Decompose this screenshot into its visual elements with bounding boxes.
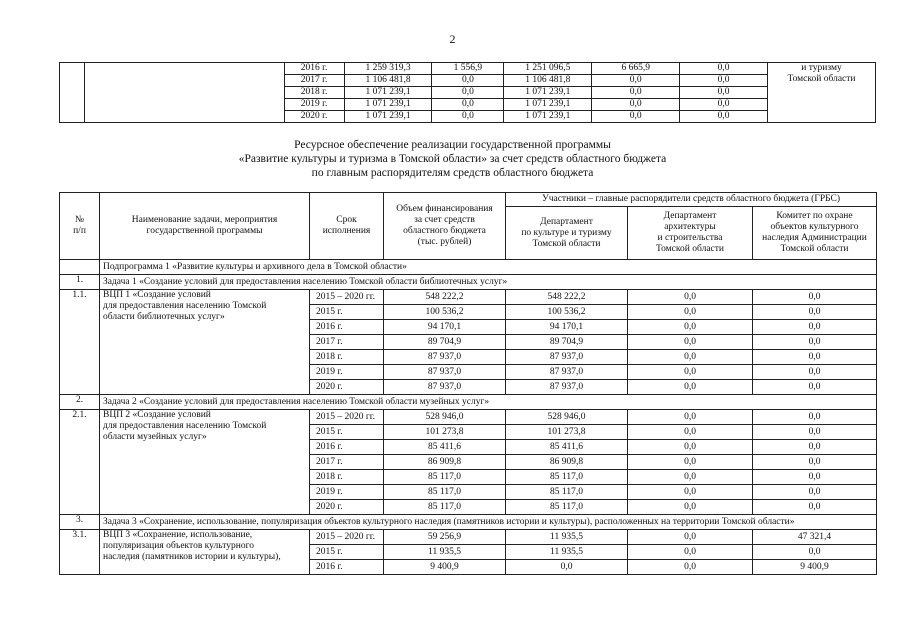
year-cell: 2017 г. [284, 75, 344, 87]
committee-cell: 0,0 [753, 440, 877, 455]
arch-cell: 0,0 [628, 350, 753, 365]
empty-cell [60, 260, 100, 275]
value-cell: 0,0 [592, 75, 680, 87]
culture-cell: 548 222,2 [506, 290, 628, 305]
arch-cell: 0,0 [628, 545, 753, 560]
heading-line-3: по главным распорядителям средств областного бюджета [311, 167, 594, 179]
volume-cell: 101 273,8 [384, 425, 506, 440]
arch-cell: 0,0 [628, 425, 753, 440]
item-num: 1.1. [60, 290, 100, 395]
period-cell: 2016 г. [310, 440, 384, 455]
arch-cell: 0,0 [628, 305, 753, 320]
header-period: Срок исполнения [310, 193, 384, 260]
period-cell: 2016 г. [310, 560, 384, 575]
value-cell: 1 071 239,1 [504, 87, 592, 99]
heading-line-2: «Развитие культуры и туризма в Томской области» за счет средств областного бюджета [238, 153, 667, 165]
arch-cell: 0,0 [628, 530, 753, 545]
header-volume: Объем финансирования за счет средств областного бюджета (тыс. рублей) [384, 193, 506, 260]
total-cell: 1 259 319,3 [344, 63, 432, 75]
task-row [60, 515, 877, 530]
period-cell: 2017 г. [310, 455, 384, 470]
culture-cell: 85 411,6 [506, 440, 628, 455]
value-cell: 0,0 [680, 63, 768, 75]
value-cell: 0,0 [680, 87, 768, 99]
culture-cell: 85 117,0 [506, 470, 628, 485]
volume-cell: 548 222,2 [384, 290, 506, 305]
committee-cell: 0,0 [753, 410, 877, 425]
value-cell: 0,0 [432, 87, 504, 99]
header-participants: Участники – главные распорядители средств областного бюджета (ГРБС) [506, 193, 877, 207]
volume-cell: 9 400,9 [384, 560, 506, 575]
committee-cell: 0,0 [753, 320, 877, 335]
value-cell: 0,0 [592, 111, 680, 123]
arch-cell: 0,0 [628, 440, 753, 455]
header-dept-arch: Департамент архитектуры и строительства Томской области [628, 207, 753, 260]
value-cell: 0,0 [432, 111, 504, 123]
arch-cell: 0,0 [628, 500, 753, 515]
arch-cell: 0,0 [628, 335, 753, 350]
culture-cell: 87 937,0 [506, 365, 628, 380]
culture-cell: 100 536,2 [506, 305, 628, 320]
volume-cell: 85 411,6 [384, 440, 506, 455]
volume-cell: 85 117,0 [384, 485, 506, 500]
value-cell: 1 071 239,1 [504, 111, 592, 123]
volume-cell: 11 935,5 [384, 545, 506, 560]
arch-cell: 0,0 [628, 320, 753, 335]
culture-cell: 0,0 [506, 560, 628, 575]
value-cell: 0,0 [432, 99, 504, 111]
committee-cell: 0,0 [753, 380, 877, 395]
task-num: 3. [60, 515, 100, 530]
volume-cell: 59 256,9 [384, 530, 506, 545]
period-cell: 2015 – 2020 гг. [310, 530, 384, 545]
value-cell: 6 665,9 [592, 63, 680, 75]
committee-cell: 0,0 [753, 350, 877, 365]
volume-cell: 85 117,0 [384, 470, 506, 485]
responsible-cell: и туризму Томской области [768, 63, 876, 123]
header-row-1 [60, 193, 877, 207]
period-cell: 2019 г. [310, 485, 384, 500]
volume-cell: 100 536,2 [384, 305, 506, 320]
task-title: Задача 3 «Сохранение, использование, популяризация объектов культурного наследия (памятников истории и культуры), расположенных на территории Томской области» [100, 515, 877, 530]
value-cell: 1 251 096,5 [504, 63, 592, 75]
page-number: 2 [449, 32, 456, 46]
item-name: ВЦП 3 «Сохранение, использование, популяризация объектов культурного наследия (памятников истории и культуры), [100, 530, 310, 575]
arch-cell: 0,0 [628, 470, 753, 485]
task-num: 2. [60, 395, 100, 410]
task-title: Задача 2 «Создание условий для предоставления населению Томской области музейных услуг» [100, 395, 877, 410]
volume-cell: 87 937,0 [384, 350, 506, 365]
volume-cell: 89 704,9 [384, 335, 506, 350]
period-cell: 2015 г. [310, 305, 384, 320]
header-name: Наименование задачи, мероприятия государственной программы [100, 193, 310, 260]
arch-cell: 0,0 [628, 365, 753, 380]
culture-cell: 101 273,8 [506, 425, 628, 440]
arch-cell: 0,0 [628, 410, 753, 425]
volume-cell: 528 946,0 [384, 410, 506, 425]
resource-table [59, 192, 877, 575]
committee-cell: 0,0 [753, 365, 877, 380]
period-cell: 2015 г. [310, 545, 384, 560]
item-name: ВЦП 1 «Создание условий для предоставления населению Томской области библиотечных услуг» [100, 290, 310, 395]
value-cell: 0,0 [680, 75, 768, 87]
value-cell: 0,0 [680, 111, 768, 123]
committee-cell: 9 400,9 [753, 560, 877, 575]
task-title: Задача 1 «Создание условий для предоставления населению Томской области библиотечных услуг» [100, 275, 877, 290]
volume-cell: 87 937,0 [384, 380, 506, 395]
continuation-table [59, 62, 876, 123]
arch-cell: 0,0 [628, 485, 753, 500]
committee-cell: 0,0 [753, 470, 877, 485]
year-cell: 2016 г. [284, 63, 344, 75]
period-cell: 2015 – 2020 гг. [310, 290, 384, 305]
table-row [60, 410, 877, 425]
arch-cell: 0,0 [628, 380, 753, 395]
period-cell: 2020 г. [310, 380, 384, 395]
arch-cell: 0,0 [628, 290, 753, 305]
volume-cell: 87 937,0 [384, 365, 506, 380]
value-cell: 0,0 [680, 99, 768, 111]
header-dept-culture: Департамент по культуре и туризму Томской области [506, 207, 628, 260]
heading-line-1: Ресурсное обеспечение реализации государственной программы [294, 139, 611, 151]
committee-cell: 0,0 [753, 455, 877, 470]
period-cell: 2016 г. [310, 320, 384, 335]
table-row [60, 290, 877, 305]
empty-cell [84, 63, 284, 123]
value-cell: 0,0 [592, 99, 680, 111]
table-row [60, 530, 877, 545]
task-row [60, 395, 877, 410]
period-cell: 2015 – 2020 гг. [310, 410, 384, 425]
period-cell: 2015 г. [310, 425, 384, 440]
culture-cell: 89 704,9 [506, 335, 628, 350]
value-cell: 1 071 239,1 [504, 99, 592, 111]
period-cell: 2019 г. [310, 365, 384, 380]
volume-cell: 86 909,8 [384, 455, 506, 470]
period-cell: 2020 г. [310, 500, 384, 515]
committee-cell: 0,0 [753, 500, 877, 515]
committee-cell: 0,0 [753, 305, 877, 320]
culture-cell: 11 935,5 [506, 545, 628, 560]
empty-cell [60, 63, 85, 123]
culture-cell: 87 937,0 [506, 380, 628, 395]
item-name: ВЦП 2 «Создание условий для предоставления населению Томской области музейных услуг» [100, 410, 310, 515]
committee-cell: 0,0 [753, 425, 877, 440]
total-cell: 1 071 239,1 [344, 111, 432, 123]
year-cell: 2018 г. [284, 87, 344, 99]
committee-cell: 47 321,4 [753, 530, 877, 545]
committee-cell: 0,0 [753, 290, 877, 305]
item-num: 2.1. [60, 410, 100, 515]
item-num: 3.1. [60, 530, 100, 575]
document-heading [0, 138, 905, 180]
arch-cell: 0,0 [628, 560, 753, 575]
subprogram-row [60, 260, 877, 275]
total-cell: 1 071 239,1 [344, 87, 432, 99]
period-cell: 2018 г. [310, 350, 384, 365]
committee-cell: 0,0 [753, 485, 877, 500]
total-cell: 1 071 239,1 [344, 99, 432, 111]
volume-cell: 85 117,0 [384, 500, 506, 515]
year-cell: 2020 г. [284, 111, 344, 123]
value-cell: 0,0 [432, 75, 504, 87]
culture-cell: 86 909,8 [506, 455, 628, 470]
committee-cell: 0,0 [753, 335, 877, 350]
value-cell: 1 556,9 [432, 63, 504, 75]
culture-cell: 94 170,1 [506, 320, 628, 335]
period-cell: 2017 г. [310, 335, 384, 350]
task-row [60, 275, 877, 290]
value-cell: 0,0 [592, 87, 680, 99]
continuation-row [60, 63, 876, 75]
task-num: 1. [60, 275, 100, 290]
header-num: № п/п [60, 193, 100, 260]
period-cell: 2018 г. [310, 470, 384, 485]
culture-cell: 85 117,0 [506, 485, 628, 500]
volume-cell: 94 170,1 [384, 320, 506, 335]
subprogram-title: Подпрограмма 1 «Развитие культуры и архивного дела в Томской области» [100, 260, 877, 275]
year-cell: 2019 г. [284, 99, 344, 111]
culture-cell: 528 946,0 [506, 410, 628, 425]
arch-cell: 0,0 [628, 455, 753, 470]
culture-cell: 87 937,0 [506, 350, 628, 365]
culture-cell: 85 117,0 [506, 500, 628, 515]
value-cell: 1 106 481,8 [504, 75, 592, 87]
culture-cell: 11 935,5 [506, 530, 628, 545]
total-cell: 1 106 481,8 [344, 75, 432, 87]
header-committee: Комитет по охране объектов культурного наследия Администрации Томской области [753, 207, 877, 260]
committee-cell: 0,0 [753, 545, 877, 560]
